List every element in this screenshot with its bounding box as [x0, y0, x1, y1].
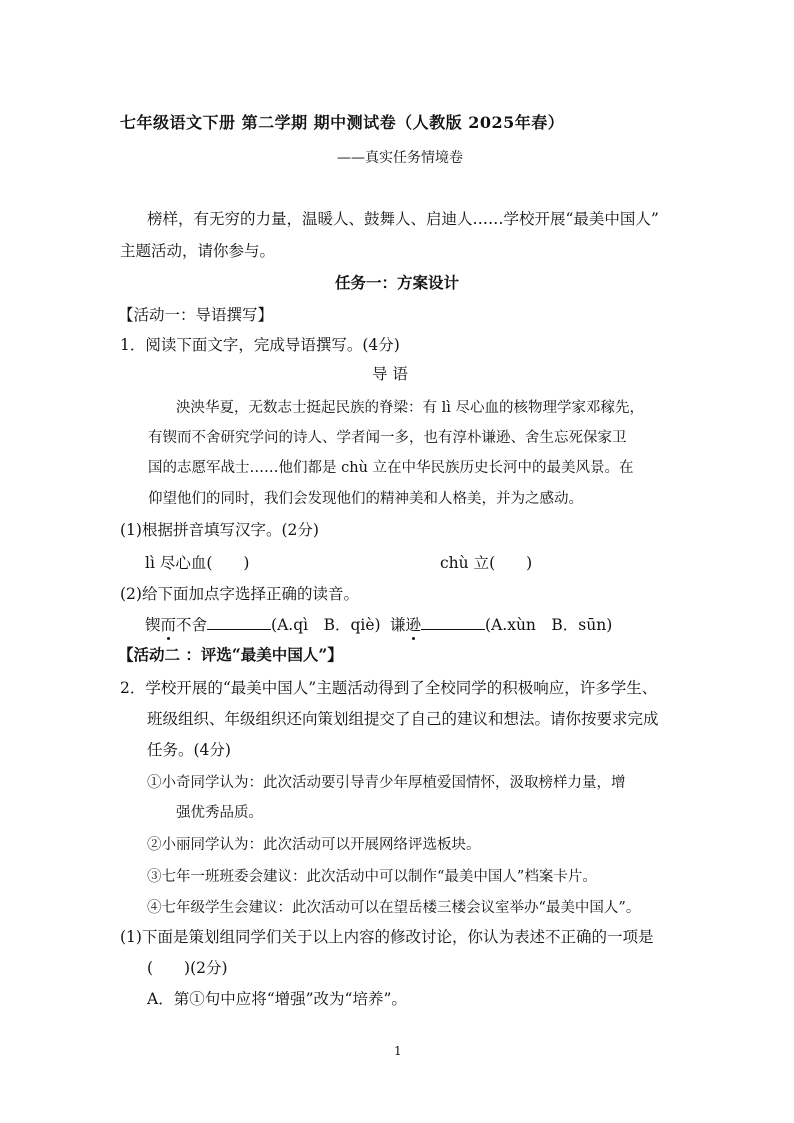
activity-1-heading: 【活动一：导语撰写】 [118, 306, 274, 324]
reading-word-pre: 谦 [390, 616, 406, 634]
page-title: 七年级语文下册 第二学期 期中测试卷（人教版 2025年春） [120, 113, 565, 132]
suggestion-3: ③七年一班班委会建议：此次活动中可以制作“最美中国人”档案卡片。 [147, 869, 597, 885]
subquestion-2: (2)给下面加点字选择正确的读音。 [120, 585, 359, 603]
q2-subquestion-1-line-1: (1)下面是策划组同学们关于以上内容的修改讨论，你认为表述不正确的一项是 [120, 928, 654, 946]
question-2-line-3: 任务。(4分) [147, 741, 231, 759]
passage-line-4: 仰望他们的同时，我们会发现他们的精神美和人格美，并为之感动。 [148, 491, 583, 507]
reading-options: (A.xùn B．sūn) [485, 616, 613, 634]
pinyin-item-li: lì 尽心血( ) [145, 554, 250, 572]
dotted-character: 逊 [406, 613, 422, 635]
dotted-character: 而 [161, 613, 177, 635]
reading-word-post: 不舍 [176, 616, 208, 634]
passage-line-1: 泱泱华夏，无数志士挺起民族的脊梁：有 lì 尽心血的核物理学家邓稼先， [176, 400, 644, 416]
answer-blank[interactable] [421, 615, 485, 630]
reading-word-pre: 锲 [145, 616, 161, 634]
answer-blank[interactable] [207, 615, 271, 630]
question-2-line-1: 2．学校开展的“最美中国人”主题活动得到了全校同学的积极响应，许多学生、 [120, 679, 658, 697]
option-a: A．第①句中应将“增强”改为“培养”。 [147, 990, 407, 1008]
suggestion-1-line-1: ①小奇同学认为：此次活动要引导青少年厚植爱国情怀，汲取榜样力量，增 [147, 775, 626, 791]
reading-options: (A.qì B．qiè) [271, 616, 381, 634]
page-subtitle: ——真实任务情境卷 [337, 150, 463, 166]
reading-item-qie [145, 613, 381, 635]
subquestion-1: (1)根据拼音填写汉字。(2分) [120, 521, 319, 539]
page-number: 1 [394, 1044, 402, 1058]
passage-line-2: 有锲而不舍研究学问的诗人、学者闻一多，也有淳朴谦逊、舍生忘死保家卫 [148, 430, 627, 446]
question-2-line-2: 班级组织、年级组织还向策划组提交了自己的建议和想法。请你按要求完成 [147, 710, 659, 728]
question-1: 1．阅读下面文字，完成导语撰写。(4分) [120, 336, 400, 354]
intro-line-1: 榜样，有无穷的力量，温暖人、鼓舞人、启迪人……学校开展“最美中国人” [147, 210, 659, 228]
suggestion-2: ②小丽同学认为：此次活动可以开展网络评选板块。 [147, 837, 481, 853]
passage-title: 导 语 [372, 365, 408, 383]
suggestion-4: ④七年级学生会建议：此次活动可以在望岳楼三楼会议室举办“最美中国人”。 [147, 900, 641, 916]
intro-line-2: 主题活动，请你参与。 [120, 242, 276, 260]
q2-subquestion-1-line-2: ( )(2分) [147, 959, 228, 977]
pinyin-item-chu: chù 立( ) [440, 554, 533, 572]
activity-2-heading: 【活动二 ：评选“最美中国人”】 [118, 645, 343, 664]
passage-line-3: 国的志愿军战士……他们都是 chù 立在中华民族历史长河中的最美风景。在 [148, 460, 634, 476]
suggestion-1-line-2: 强优秀品质。 [176, 805, 263, 821]
task-heading: 任务一：方案设计 [335, 273, 460, 292]
reading-item-xun [390, 613, 612, 635]
